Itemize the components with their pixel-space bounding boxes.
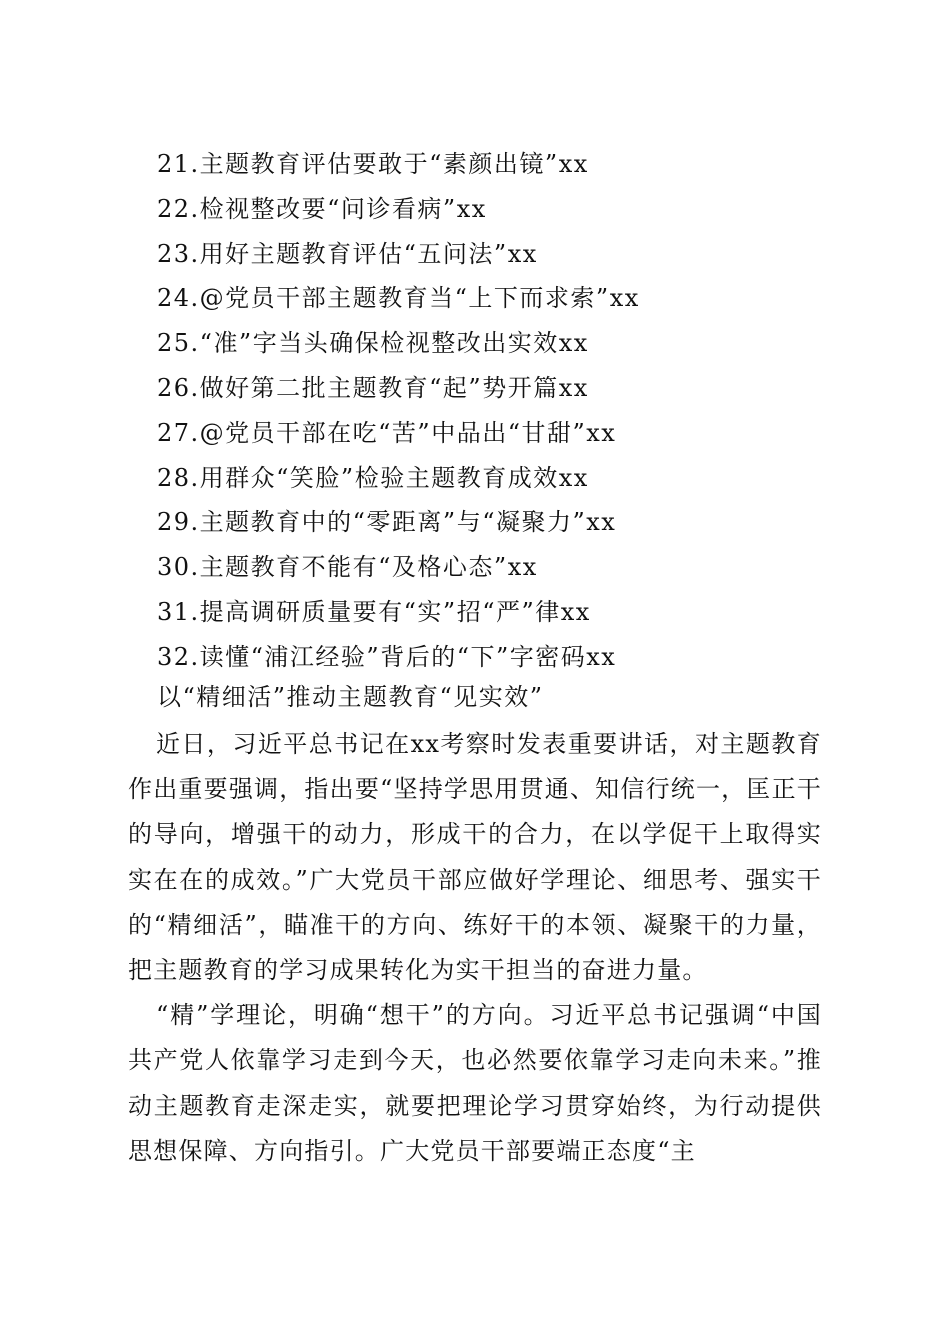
list-item: 23.用好主题教育评估“五问法”xx bbox=[157, 239, 538, 268]
paragraph: “精”学理论，明确“想干”的方向。习近平总书记强调“中国共产党人依靠学习走到今天，也必然要依靠学习走向未来。”推动主题教育走深走实，就要把理论学习贯穿始终，为行动提供思想保障、方向指引。广大党员干部要端正态度“主 bbox=[128, 1001, 822, 1165]
list-item: 32.读懂“浦江经验”背后的“下”字密码xx bbox=[157, 642, 617, 671]
list-item: 27.@党员干部在吃“苦”中品出“甘甜”xx bbox=[157, 418, 617, 447]
list-item: 29.主题教育中的“零距离”与“凝聚力”xx bbox=[157, 508, 617, 537]
list-item: 24.@党员干部主题教育当“上下而求索”xx bbox=[157, 284, 640, 313]
list-item: 31.提高调研质量要有“实”招“严”律xx bbox=[157, 597, 591, 626]
list-item: 22.检视整改要“问诊看病”xx bbox=[157, 194, 487, 223]
list-item: 26.做好第二批主题教育“起”势开篇xx bbox=[157, 373, 589, 402]
article-body bbox=[128, 722, 822, 1174]
list-item: 30.主题教育不能有“及格心态”xx bbox=[157, 553, 538, 582]
list-item: 21.主题教育评估要敢于“素颜出镜”xx bbox=[157, 150, 589, 178]
article-list bbox=[157, 142, 837, 680]
article-title: 以“精细活”推动主题教育“见实效” bbox=[157, 683, 544, 711]
list-item: 28.用群众“笑脸”检验主题教育成效xx bbox=[157, 463, 589, 492]
list-item: 25.“准”字当头确保检视整改出实效xx bbox=[157, 329, 589, 358]
paragraph: 近日，习近平总书记在xx考察时发表重要讲话，对主题教育作出重要强调，指出要“坚持学思用贯通、知信行统一，匡正干的导向，增强干的动力，形成干的合力，在以学促干上取得实实在在的成效。”广大党员干部应做好学理论、细思考、强实干的“精细活”，瞄准干的方向、练好干的本领、凝聚干的力量，把主题教育的学习成果转化为实干担当的奋进力量。 bbox=[128, 730, 822, 985]
